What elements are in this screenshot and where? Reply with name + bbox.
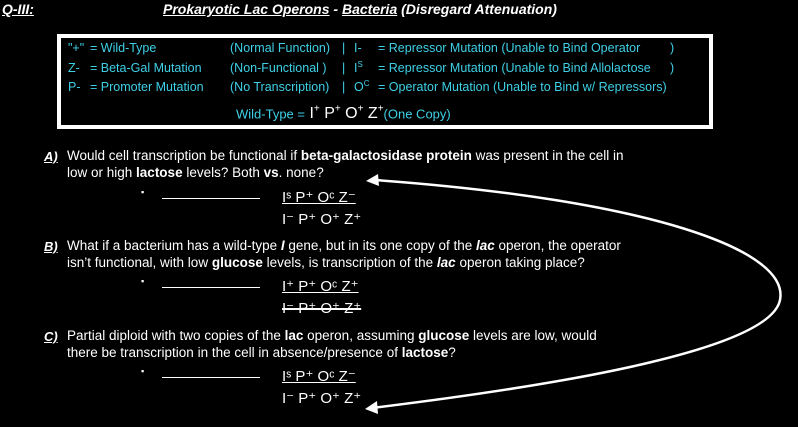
question-a-line-2: low or high lactose levels? Both vs. none? — [67, 165, 324, 180]
arrowhead-bottom-icon — [365, 401, 378, 414]
question-a-genotype-top: Iˢ P⁺ Oᶜ Z⁻ — [282, 189, 356, 206]
question-c-bullet: ▪ — [141, 366, 145, 376]
question-a-letter: A) — [44, 149, 58, 164]
question-a-genotype-bottom: I⁻ P⁺ O⁺ Z⁺ — [282, 211, 362, 228]
question-b-letter: B) — [44, 239, 58, 254]
legend-row-1: "+" = Wild-Type (Normal Function) | I- = Repressor Mutation (Unable to Bind Operator ) — [68, 41, 675, 55]
question-c-genotype-top: Iˢ P⁺ Oᶜ Z⁻ — [282, 368, 356, 385]
question-c-line-1: Partial diploid with two copies of the lac operon, assuming glucose levels are low, would — [67, 328, 597, 343]
question-c-letter: C) — [44, 329, 58, 344]
wild-type-label: Wild-Type = — [236, 106, 305, 122]
question-b-genotype-bottom-struck: I⁻ P⁺ O⁺ Z⁺ — [282, 300, 362, 317]
question-b-bullet: ▪ — [141, 276, 145, 286]
question-number: Q-III: — [2, 1, 34, 17]
connector-arrow-path — [372, 180, 781, 408]
question-b-line-2: isn’t functional, with low glucose levels, is transcription of the lac operon taking place? — [67, 255, 585, 270]
legend-row-2: Z- = Beta-Gal Mutation (Non-Functional ) | $I^S$ = Repressor Mutation (Unable to Bind Allolactose ) — [68, 60, 675, 76]
legend-row-3: P- = Promoter Mutation (No Transcription) | $O^C$ = Operator Mutation (Unable to Bind w/ Repressors) — [68, 79, 667, 95]
question-a-line-1: Would cell transcription be functional if beta-galactosidase protein was present in the cell in — [67, 148, 624, 163]
arrowhead-top-icon — [366, 174, 379, 186]
page-title: Prokaryotic Lac Operons - Bacteria (Disregard Attenuation) — [163, 1, 557, 17]
question-c-line-2: there be transcription in the cell in absence/presence of lactose? — [67, 345, 456, 360]
question-a-bullet: ▪ — [141, 187, 145, 197]
wild-type-note: (One Copy) — [383, 106, 451, 122]
wild-type-genotype: I+ P+ O+ Z+ — [309, 104, 384, 123]
question-c-genotype-bottom: I⁻ P⁺ O⁺ Z⁺ — [282, 390, 362, 407]
question-b-genotype-top: I⁺ P⁺ Oᶜ Z⁺ — [282, 278, 359, 295]
question-b-line-1: What if a bacterium has a wild-type I gene, but in its one copy of the lac operon, the operator — [67, 238, 621, 253]
